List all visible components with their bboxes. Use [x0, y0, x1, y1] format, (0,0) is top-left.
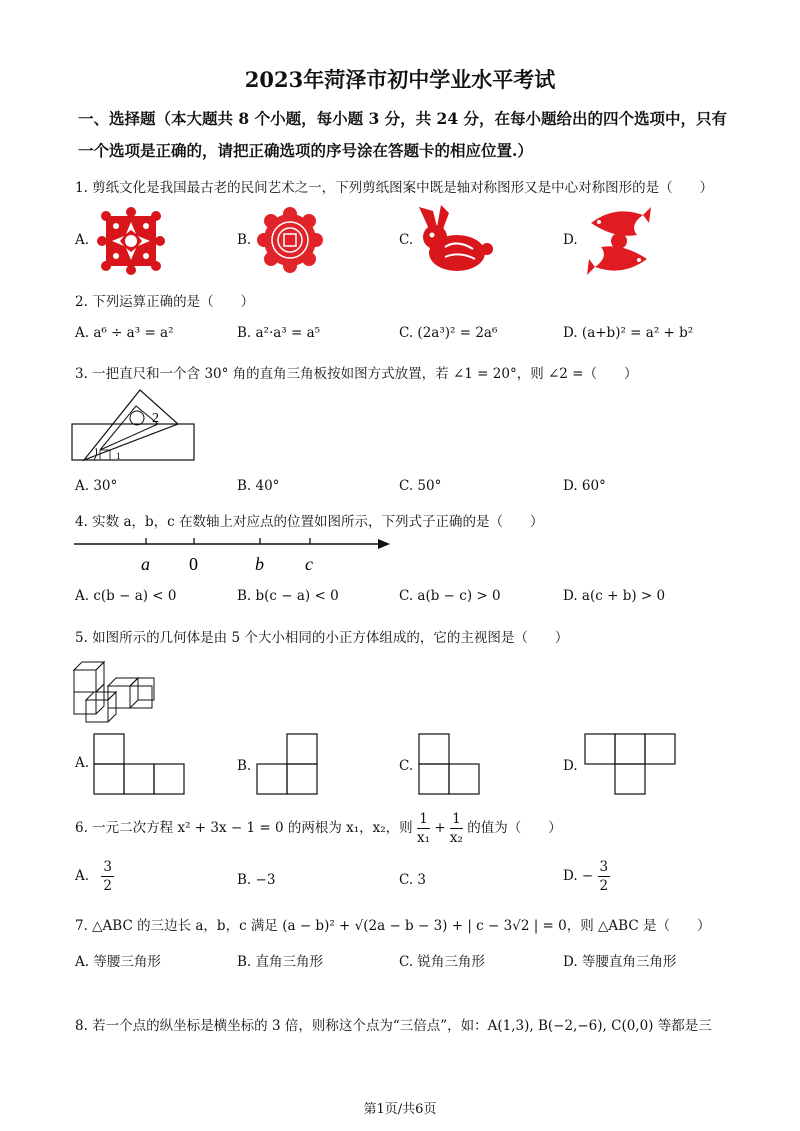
q6-option-a-fraction: [101, 858, 114, 895]
q6-fraction-2-denominator: x₂: [449, 830, 463, 846]
q2-option-a: A. a⁶ ÷ a³ = a²: [75, 325, 174, 341]
q4-option-c: C. a(b − c) > 0: [399, 588, 501, 604]
page-footer: 第1页/共6页: [363, 1102, 437, 1117]
q6-plus-sign: +: [434, 820, 446, 836]
q7-option-a: A. 等腰三角形: [75, 954, 161, 970]
q5-option-c-label: C.: [399, 758, 414, 774]
q6-option-d-fraction: [598, 858, 611, 895]
q1-option-c-label: C.: [399, 232, 414, 248]
page-title: 2023年菏泽市初中学业水平考试: [244, 67, 556, 92]
q5-option-b-label: B.: [237, 758, 252, 774]
q3-option-b: B. 40°: [237, 478, 280, 494]
q3-option-d: D. 60°: [563, 478, 606, 494]
q2-option-b: B. a²·a³ = a⁵: [237, 325, 321, 341]
section-heading: 一、选择题（本大题共 8 个小题，每小题 3 分，共 24 分，在每小题给出的四个选项中，只有一个选项是正确的，请把正确选项的序号涂在答题卡的相应位置.）: [78, 109, 728, 160]
question-3-stem: 3. 一把直尺和一个含 30° 角的直角三角板按如图方式放置，若 ∠1 = 20°，则 ∠2 =（ ）: [75, 366, 638, 382]
question-8-stem: 8. 若一个点的纵坐标是横坐标的 3 倍，则称这个点为“三倍点”，如：A(1,3), B(−2,−6), C(0,0) 等都是三: [75, 1018, 712, 1034]
set-square-shape: [84, 390, 178, 460]
q4-option-a: A. c(b − a) < 0: [75, 588, 177, 604]
question-2-stem: 2. 下列运算正确的是（ ）: [75, 294, 255, 310]
rabbit-papercut-image: [415, 205, 495, 273]
axis-label-b: b: [255, 554, 264, 574]
q5-option-a-view: [93, 733, 185, 795]
ruler-triangle-figure: [70, 388, 200, 464]
q1-option-d-label: D.: [563, 232, 578, 248]
q6-fraction-2-numerator: 1: [450, 810, 463, 829]
q4-option-b: B. b(c − a) < 0: [237, 588, 339, 604]
round-papercut-image: [258, 208, 322, 272]
q6-fraction-2: [450, 810, 463, 847]
q6-option-d-label: D. −: [563, 868, 594, 884]
question-5-stem: 5. 如图所示的几何体是由 5 个大小相同的小正方体组成的，它的主视图是（ ）: [75, 630, 569, 646]
q6-option-a: [75, 858, 114, 895]
axis-label-0: 0: [189, 554, 198, 574]
q5-option-d-label: D.: [563, 758, 578, 774]
q7-option-d: D. 等腰直角三角形: [563, 954, 677, 970]
q2-option-c: C. (2a³)² = 2a⁶: [399, 325, 498, 341]
angle-2-label: 2: [152, 411, 159, 426]
q5-option-d-view: [584, 733, 676, 795]
square-flower-papercut-image: [98, 208, 164, 274]
q6-option-a-numerator: 3: [103, 859, 112, 875]
axis-label-a: a: [141, 554, 150, 574]
q5-option-a-label: A.: [75, 755, 90, 771]
question-1-stem: 1. 剪纸文化是我国最古老的民间艺术之一，下列剪纸图案中既是轴对称图形又是中心对称图形的是（ ）: [75, 180, 714, 196]
question-7-stem: 7. △ABC 的三边长 a，b，c 满足 (a − b)² + √(2a − b − 3) + | c − 3√2 | = 0，则 △ABC 是（ ）: [75, 918, 711, 934]
q6-fraction-1-numerator: 1: [417, 810, 430, 829]
q6-option-d: [563, 858, 610, 895]
question-4-stem: 4. 实数 a，b，c 在数轴上对应点的位置如图所示，下列式子正确的是（ ）: [75, 514, 544, 530]
cubes-solid-figure: [72, 656, 156, 726]
q6-option-c: C. 3: [399, 872, 427, 888]
q2-option-d: D. (a+b)² = a² + b²: [563, 325, 694, 341]
ruler-shape: [72, 424, 194, 460]
q6-fraction-1: [417, 810, 430, 847]
q4-option-d: D. a(c + b) > 0: [563, 588, 666, 604]
q6-stem-part-b: 的值为（ ）: [467, 820, 562, 836]
fish-papercut-image: [585, 205, 653, 277]
question-6-stem: [75, 810, 562, 847]
q6-fraction-1-denominator: x₁: [416, 830, 431, 846]
q6-option-d-numerator: 3: [599, 859, 609, 875]
axis-label-c: c: [305, 554, 313, 574]
q6-option-a-label: A.: [75, 868, 90, 884]
q3-option-a: A. 30°: [75, 478, 118, 494]
q3-option-c: C. 50°: [399, 478, 442, 494]
q6-option-a-denominator: 2: [103, 878, 112, 894]
q7-option-c: C. 锐角三角形: [399, 954, 485, 970]
q6-option-d-denominator: 2: [599, 878, 609, 894]
q1-option-a-label: A.: [75, 232, 90, 248]
number-line-figure: [72, 532, 392, 578]
angle-1-label: 1: [116, 451, 121, 461]
q7-option-b: B. 直角三角形: [237, 954, 324, 970]
q5-option-c-view: [418, 733, 480, 795]
q5-option-b-view: [256, 733, 318, 795]
q6-option-b: B. −3: [237, 872, 276, 888]
q6-stem-part-a: 6. 一元二次方程 x² + 3x − 1 = 0 的两根为 x₁，x₂，则: [75, 820, 413, 836]
q1-option-b-label: B.: [237, 232, 252, 248]
